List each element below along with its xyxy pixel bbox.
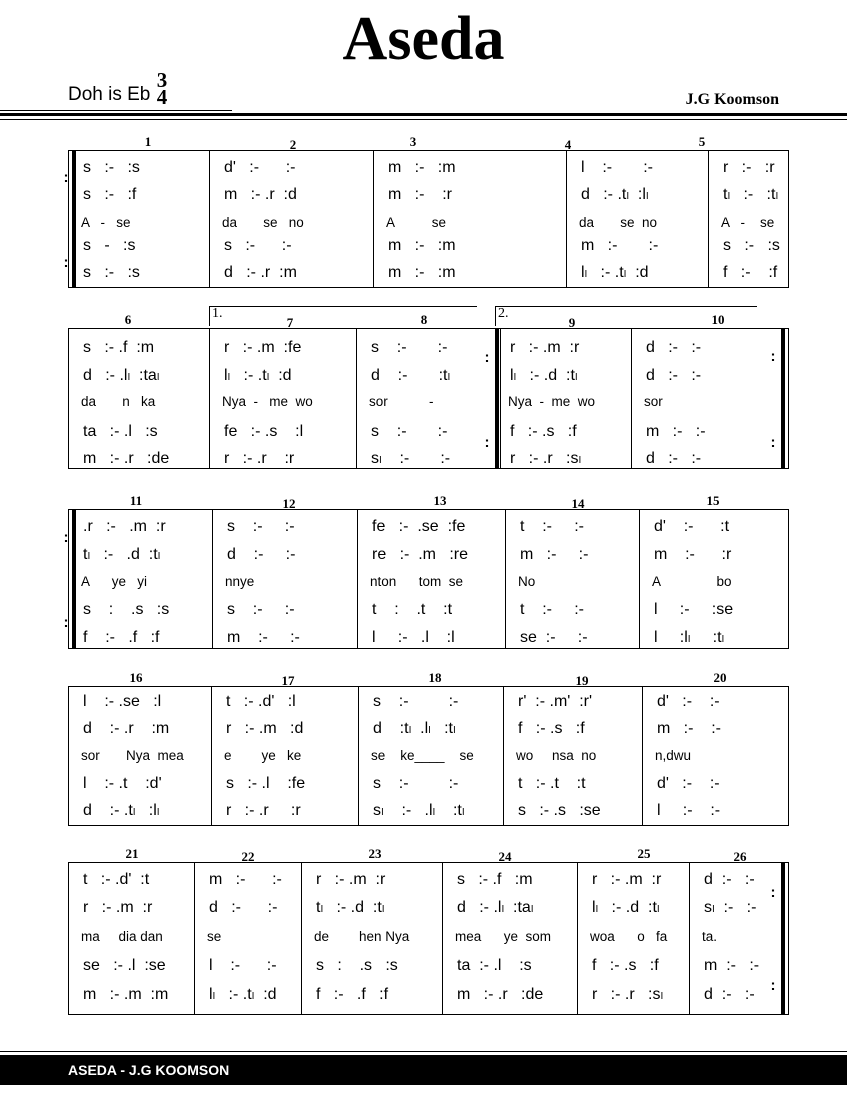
bar-number: 21 <box>125 846 139 861</box>
soprano-row <box>69 869 788 891</box>
solfa-cell: l :- :- <box>209 957 277 974</box>
staff-box <box>68 862 789 1015</box>
bar-number: 17 <box>281 673 295 688</box>
solfa-cell: tₗ :- .d :tₗ <box>83 546 161 563</box>
bass-row <box>69 800 788 822</box>
repeat-start-dots-1: : <box>63 529 69 546</box>
bar-number: 1 <box>144 134 152 149</box>
solfa-cell: r :- :r <box>723 159 775 176</box>
solfa-cell: s :- :s <box>83 159 140 176</box>
solfa-cell: s :- :s <box>83 264 140 281</box>
volta-bracket-side <box>209 306 210 326</box>
solfa-cell: r :- .r :sₗ <box>510 450 582 467</box>
solfa-cell: d :- .r :m <box>224 264 297 281</box>
lyric-cell: da se no <box>222 215 304 230</box>
solfa-cell: l :- :se <box>654 601 734 618</box>
lyric-cell: A bo <box>652 574 732 589</box>
bar-number: 12 <box>282 496 296 511</box>
system-1 <box>63 130 789 290</box>
solfa-cell: lₗ :- .d :tₗ <box>592 899 660 916</box>
tenor-row <box>69 773 788 795</box>
bar-number: 23 <box>368 846 382 861</box>
solfa-cell: s : .s :s <box>83 601 170 618</box>
time-signature-top: 3 <box>156 68 168 92</box>
bar-number: 14 <box>571 496 585 511</box>
tenor-row <box>69 235 788 257</box>
key-signature: Doh is Eb <box>68 84 151 105</box>
lyric-cell: n,dwu <box>655 748 692 763</box>
solfa-cell: s : .s :s <box>316 957 398 974</box>
lyric-cell: No <box>518 574 536 589</box>
solfa-cell: m :- .r :de <box>83 450 170 467</box>
bar-number: 13 <box>433 493 447 508</box>
solfa-cell: r :- .m :r <box>592 871 662 888</box>
bar-number: 18 <box>428 670 442 685</box>
solfa-cell: d :- :- <box>704 986 755 1003</box>
solfa-cell: l :- :- <box>581 159 653 176</box>
time-signature-bottom: 4 <box>156 85 168 109</box>
lyric-cell: Nya - me wo <box>508 394 596 409</box>
solfa-cell: m :- :- <box>209 871 282 888</box>
bar-number: 7 <box>286 315 294 330</box>
bar-number: 6 <box>124 312 132 327</box>
volta-label: 2. <box>498 306 509 321</box>
solfa-cell: t :- .d' :t <box>83 871 150 888</box>
solfa-cell: m :- :- <box>581 237 659 254</box>
lyric-cell: A ye yi <box>81 574 148 589</box>
solfa-cell: t :- .d' :l <box>226 693 296 710</box>
bar-number: 25 <box>637 846 651 861</box>
repeat-end-dots-2: : <box>770 434 776 451</box>
solfa-cell: r' :- .m' :r' <box>518 693 593 710</box>
alto-row <box>69 544 788 566</box>
solfa-cell: l :- :- <box>657 802 721 819</box>
bar-number: 3 <box>409 134 417 149</box>
solfa-cell: s :- .s :se <box>518 802 601 819</box>
solfa-cell: s :- :- <box>227 601 295 618</box>
lyric-cell: Nya - me wo <box>222 394 313 409</box>
solfa-cell: m :- :- <box>646 423 706 440</box>
solfa-cell: f :- .s :f <box>518 720 585 737</box>
lyric-cell: wo nsa no <box>516 748 597 763</box>
header-rule-thick <box>0 113 847 116</box>
solfa-cell: sₗ :- :- <box>704 899 757 916</box>
bar-number: 10 <box>711 312 725 327</box>
system-5 <box>68 845 789 1017</box>
lyric-cell: A se <box>386 215 447 230</box>
key-underline <box>0 110 232 111</box>
bass-row <box>69 262 788 284</box>
solfa-cell: r :- .m :d <box>226 720 304 737</box>
volta-label: 1. <box>212 306 223 321</box>
solfa-cell: s :- :- <box>227 518 295 535</box>
solfa-cell: lₗ :- .tₗ :d <box>581 264 649 281</box>
staff-box <box>68 328 789 469</box>
repeat-start-dots-2: : <box>63 254 69 271</box>
lyrics-row <box>69 212 788 234</box>
solfa-cell: s :- :- <box>373 693 459 710</box>
bar-number: 4 <box>564 137 572 152</box>
lyric-cell: e ye ke <box>224 748 302 763</box>
volta-bracket-1 <box>209 306 477 307</box>
staff-box <box>63 509 789 649</box>
lyric-cell: da n ka <box>81 394 156 409</box>
solfa-cell: s :- .f :m <box>83 339 155 356</box>
alto-row <box>69 184 788 206</box>
solfa-cell: r :- .m :r <box>316 871 386 888</box>
solfa-cell: f :- .s :f <box>592 957 659 974</box>
solfa-cell: r :- .m :fe <box>224 339 302 356</box>
solfa-cell: fe :- .se :fe <box>372 518 466 535</box>
repeat-end-dots-2: : <box>484 434 490 451</box>
solfa-cell: f :- .f :f <box>316 986 389 1003</box>
repeat-mid-barline <box>500 329 501 468</box>
lyric-cell: nnye <box>225 574 255 589</box>
lyrics-row <box>69 391 788 413</box>
solfa-cell: m :- :m <box>388 237 456 254</box>
tenor-row <box>69 599 788 621</box>
bar-number: 9 <box>568 315 576 330</box>
solfa-cell: m :- .m :m <box>83 986 169 1003</box>
bar-number: 22 <box>241 849 255 864</box>
lyric-cell: A - se <box>721 215 775 230</box>
alto-row <box>69 897 788 919</box>
bar-number: 24 <box>498 849 512 864</box>
alto-row <box>69 718 788 740</box>
solfa-cell: sₗ :- .lₗ :tₗ <box>373 802 465 819</box>
repeat-start-dots-1: : <box>63 169 69 186</box>
bass-row <box>69 977 788 1006</box>
footer-banner: ASEDA - J.G KOOMSON <box>0 1055 847 1085</box>
solfa-cell: m :- :r <box>654 546 732 563</box>
repeat-start-dots-2: : <box>63 614 69 631</box>
solfa-cell: l :- .t :d' <box>83 775 162 792</box>
soprano-row <box>69 337 788 365</box>
solfa-cell: tₗ :- :tₗ <box>723 186 779 203</box>
repeat-end-barline <box>781 863 785 1014</box>
lyric-cell: nton tom se <box>370 574 464 589</box>
solfa-cell: re :- .m :re <box>372 546 469 563</box>
bar-number: 8 <box>420 312 428 327</box>
solfa-cell: t : .t :t <box>372 601 453 618</box>
staff-box <box>63 150 789 288</box>
solfa-cell: l :- .l :l <box>372 629 455 646</box>
soprano-row <box>69 516 788 538</box>
lyric-cell: da se no <box>579 215 658 230</box>
repeat-start-barline <box>72 510 76 648</box>
solfa-cell: d :- :- <box>704 871 755 888</box>
solfa-cell: s :- :f <box>83 186 137 203</box>
repeat-start-barline <box>72 151 76 287</box>
solfa-cell: d :- :- <box>646 450 702 467</box>
solfa-cell: s :- :s <box>723 237 780 254</box>
solfa-cell: m :- :- <box>657 720 721 737</box>
solfa-cell: ta :- .l :s <box>83 423 158 440</box>
volta-bracket-2 <box>495 306 757 307</box>
volta-bracket-side <box>495 306 496 326</box>
solfa-cell: m :- .r :de <box>457 986 544 1003</box>
bass-row <box>69 448 788 470</box>
solfa-cell: tₗ :- .d :tₗ <box>316 899 385 916</box>
solfa-cell: l :lₗ :tₗ <box>654 629 725 646</box>
solfa-cell: s - :s <box>83 237 136 254</box>
solfa-cell: ta :- .l :s <box>457 957 532 974</box>
repeat-end-dots-2: : <box>770 977 776 994</box>
lyric-cell: se <box>207 929 222 944</box>
bar-number: 11 <box>129 493 143 508</box>
solfa-cell: d :- :tₗ <box>371 367 451 384</box>
solfa-cell: d :- .lₗ :taₗ <box>83 367 160 384</box>
lyric-cell: woa o fa <box>590 929 668 944</box>
solfa-cell: d' :- :- <box>657 775 720 792</box>
solfa-cell: d :- .tₗ :lₗ <box>83 802 160 819</box>
bar-number: 19 <box>575 673 589 688</box>
soprano-row <box>69 691 788 713</box>
solfa-cell: f :- .s :f <box>510 423 577 440</box>
solfa-cell: d :- .tₗ :lₗ <box>581 186 649 203</box>
lyric-cell: ma dia dan <box>81 929 163 944</box>
page-title: Aseda <box>342 5 505 73</box>
solfa-cell: t :- :- <box>520 518 584 535</box>
solfa-cell: d' :- :- <box>224 159 296 176</box>
solfa-cell: r :- .r :r <box>224 450 295 467</box>
time-signature <box>154 68 170 109</box>
solfa-cell: lₗ :- .tₗ :d <box>209 986 277 1003</box>
repeat-end-barline <box>781 329 785 468</box>
solfa-cell: m :- :- <box>520 546 589 563</box>
lyric-cell: ta. <box>702 929 718 944</box>
solfa-cell: m :- .r :d <box>224 186 297 203</box>
solfa-cell: r :- .r :r <box>226 802 301 819</box>
solfa-cell: s :- .l :fe <box>226 775 306 792</box>
solfa-cell: d :tₗ .lₗ :tₗ <box>373 720 456 737</box>
bar-number: 20 <box>713 670 727 685</box>
solfa-cell: d' :- :- <box>657 693 720 710</box>
solfa-cell: r :- .m :r <box>83 899 153 916</box>
alto-row <box>69 365 788 387</box>
solfa-cell: sₗ :- :- <box>371 450 451 467</box>
lyric-cell: se ke____ se <box>371 748 474 763</box>
bar-number: 26 <box>733 849 747 864</box>
system-2 <box>68 307 789 471</box>
solfa-cell: d :- .lₗ :taₗ <box>457 899 534 916</box>
repeat-end-dots-1: : <box>770 884 776 901</box>
lyrics-row <box>69 571 788 593</box>
solfa-cell: d :- :- <box>646 339 702 356</box>
solfa-cell: d :- :- <box>209 899 278 916</box>
solfa-cell: m :- :- <box>704 957 760 974</box>
lyric-cell: A - se <box>81 215 131 230</box>
solfa-cell: s :- :- <box>371 423 448 440</box>
tenor-row <box>69 955 788 977</box>
solfa-cell: s :- :- <box>371 339 448 356</box>
solfa-cell: se :- :- <box>520 629 588 646</box>
tenor-row <box>69 421 788 443</box>
solfa-cell: t :- :- <box>520 601 584 618</box>
solfa-cell: r :- .r :sₗ <box>592 986 664 1003</box>
solfa-cell: d :- .r :m <box>83 720 170 737</box>
solfa-cell: m :- :m <box>388 264 456 281</box>
staff-box <box>68 686 789 826</box>
solfa-cell: d' :- :t <box>654 518 730 535</box>
solfa-cell: .r :- .m :r <box>83 518 166 535</box>
solfa-cell: l :- .se :l <box>83 693 162 710</box>
bar-number: 16 <box>129 670 143 685</box>
composer-name: J.G Koomson <box>685 91 779 108</box>
lyric-cell: sor Nya mea <box>81 748 184 763</box>
solfa-cell: d :- :- <box>646 367 702 384</box>
solfa-cell: r :- .m :r <box>510 339 580 356</box>
solfa-cell: f :- :f <box>723 264 778 281</box>
lyric-cell: sor - <box>369 394 434 409</box>
header-rule-thin <box>0 119 847 120</box>
solfa-cell: f :- .f :f <box>83 629 160 646</box>
bar-number: 5 <box>698 134 706 149</box>
solfa-cell: m :- :m <box>388 159 456 176</box>
lyrics-row <box>69 926 788 948</box>
lyric-cell: de hen Nya <box>314 929 410 944</box>
solfa-cell: m :- :r <box>388 186 452 203</box>
solfa-cell: m :- :- <box>227 629 300 646</box>
system-3 <box>63 487 789 651</box>
system-4 <box>68 668 789 828</box>
soprano-row <box>69 157 788 179</box>
lyric-cell: sor <box>644 394 663 409</box>
bar-number: 15 <box>706 493 720 508</box>
solfa-cell: t :- .t :t <box>518 775 586 792</box>
footer-rule <box>0 1051 847 1052</box>
solfa-cell: s :- :- <box>224 237 292 254</box>
solfa-cell: fe :- .s :l <box>224 423 304 440</box>
solfa-cell: lₗ :- .tₗ :d <box>224 367 292 384</box>
solfa-cell: se :- .l :se <box>83 957 166 974</box>
lyrics-row <box>69 745 788 767</box>
solfa-cell: lₗ :- .d :tₗ <box>510 367 578 384</box>
solfa-cell: s :- .f :m <box>457 871 533 888</box>
repeat-end-dots-1: : <box>770 348 776 365</box>
solfa-cell: d :- :- <box>227 546 296 563</box>
bass-row <box>69 627 788 649</box>
lyric-cell: mea ye som <box>455 929 552 944</box>
bar-number: 2 <box>289 137 297 152</box>
solfa-cell: s :- :- <box>373 775 459 792</box>
repeat-end-dots-1: : <box>484 349 490 366</box>
